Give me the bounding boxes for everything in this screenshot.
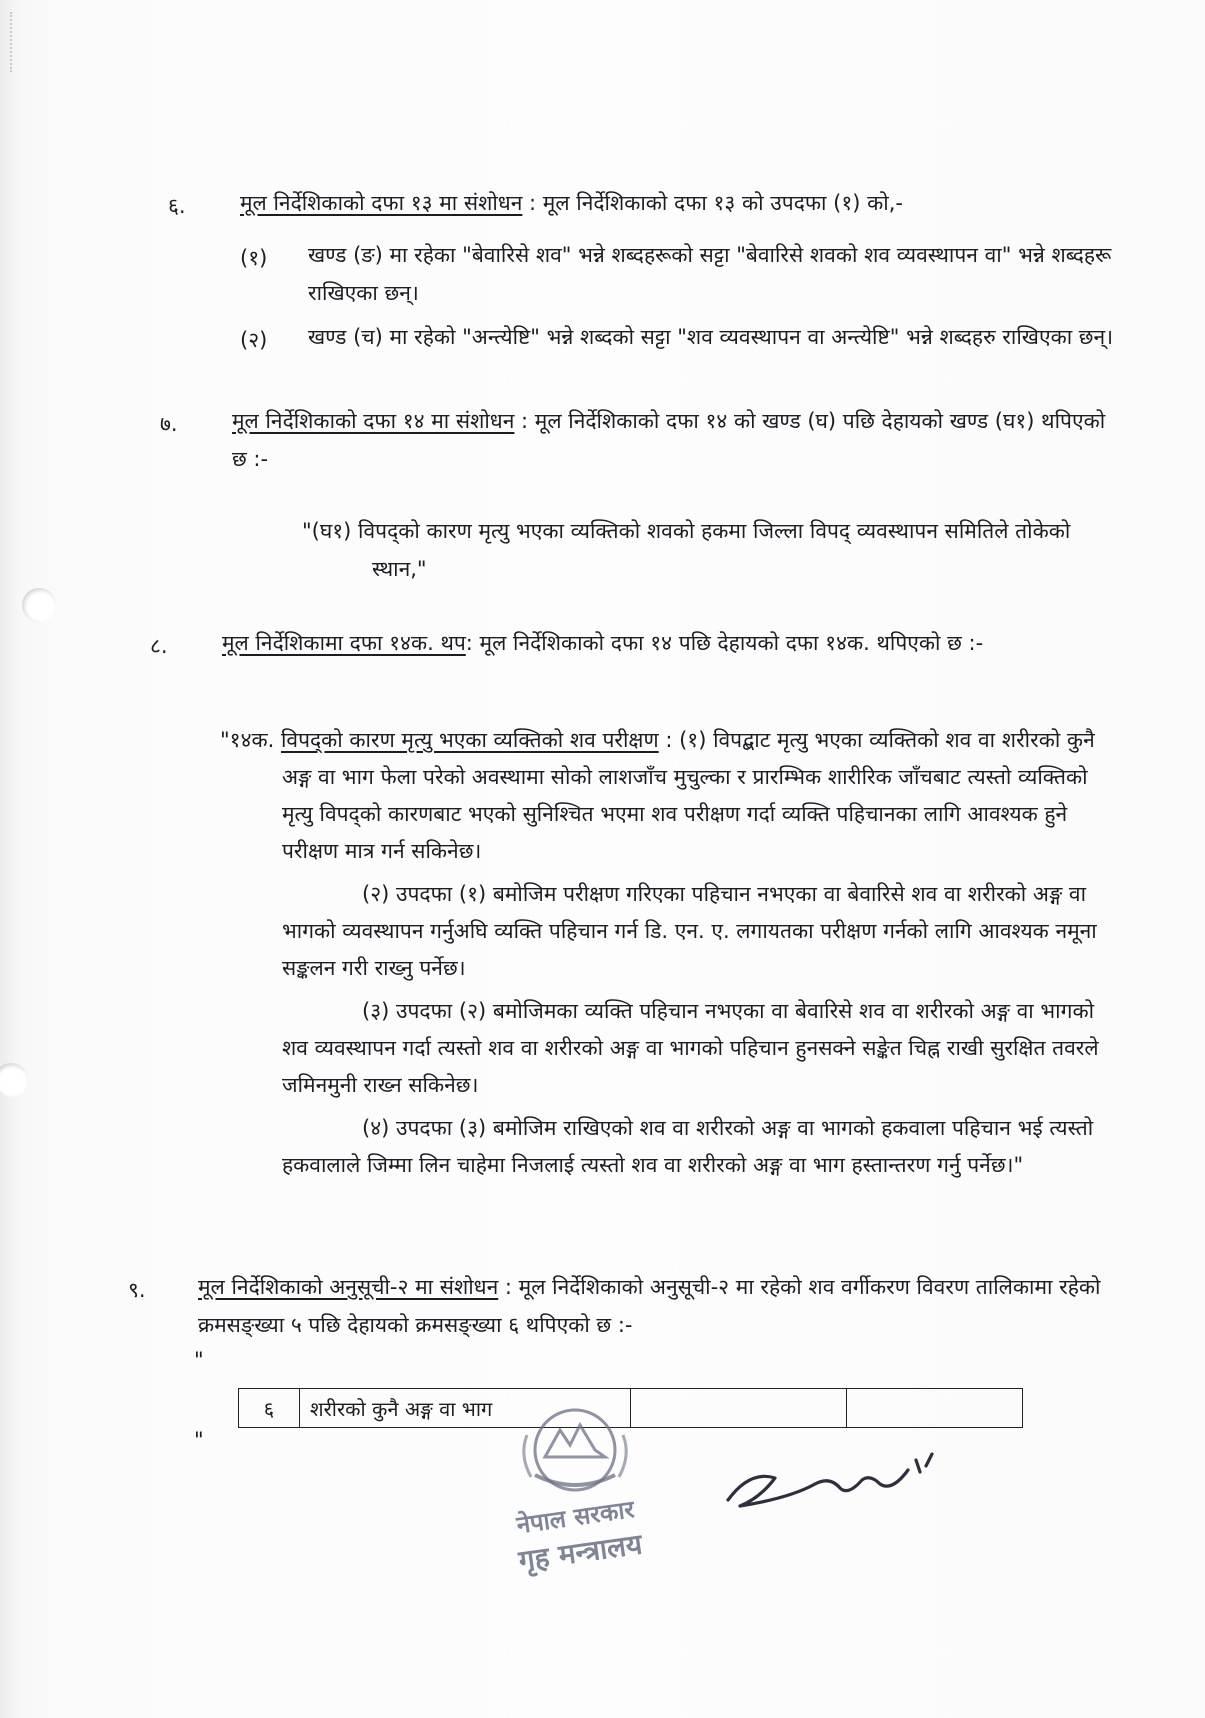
section-9 <box>198 1268 1120 1344</box>
section-14ka-para-3: (३) उपदफा (२) बमोजिमका व्यक्ति पहिचान नभएका वा बेवारिसे शव वा शरीरको अङ्ग वा भागको शव व्यवस्थापन गर्दा त्यस्तो शव वा शरीरको अङ्ग वा भागको पहिचान हुनसक्ने सङ्केत चिह्न राखी सुरक्षित तवरले जमिनमुनी राख्न सकिनेछ। <box>282 999 1099 1097</box>
section-6-clause-1-number: (१) <box>240 246 268 270</box>
section-8-quote <box>220 722 1120 1184</box>
section-6-number: ६. <box>168 194 186 218</box>
section-6-clause-2: खण्ड (च) मा रहेको "अन्त्येष्टि" भन्ने शब्दको सट्टा "शव व्यवस्थापन वा अन्त्येष्टि" भन्ने शब्दहरु राखिएका छन्। <box>308 325 1114 349</box>
section-8-number: ८. <box>150 634 168 658</box>
section-6-heading: मूल निर्देशिकाको दफा १३ मा संशोधन <box>240 191 523 215</box>
section-6-text: : मूल निर्देशिकाको दफा १३ को उपदफा (१) को,- <box>522 191 903 215</box>
section-14ka-heading: विपद्को कारण मृत्यु भएका व्यक्तिको शव परीक्षण <box>280 728 659 752</box>
government-emblem-stamp <box>505 1395 645 1505</box>
handwritten-signature <box>720 1440 950 1520</box>
section-9-heading: मूल निर्देशिकाको अनुसूची-२ मा संशोधन <box>198 1275 499 1299</box>
stamp-line-2: गृह मन्त्रालय <box>516 1527 645 1578</box>
section-7-quote <box>302 512 1120 588</box>
section-14ka-para-4: (४) उपदफा (३) बमोजिम राखिएको शव वा शरीरको अङ्ग वा भागको हकवाला पहिचान भई त्यस्तो हकवालाले जिम्मा लिन चाहेमा निजलाई त्यस्तो शव वा शरीरको अङ्ग वा भाग हस्तान्तरण गर्नु पर्नेछ।" <box>282 1116 1094 1177</box>
section-6-clause-1: खण्ड (ङ) मा रहेका "बेवारिसे शव" भन्ने शब्दहरूको सट्टा "बेवारिसे शवको शव व्यवस्थापन वा" भन्ने शब्दहरू राखिएका छन्। <box>308 243 1112 305</box>
table-close-quote: " <box>194 1428 204 1452</box>
row-cell-4 <box>847 1389 1023 1428</box>
section-7-heading: मूल निर्देशिकाको दफा १४ मा संशोधन <box>232 409 515 433</box>
section-6-clause-2-number: (२) <box>240 328 268 352</box>
stamp-line-1: नेपाल सरकार <box>514 1495 636 1540</box>
section-8-text: : मूल निर्देशिकाको दफा १४ पछि देहायको दफा १४क. थपिएको छ :- <box>465 631 984 655</box>
section-7-quote-text: "(घ१) विपद्को कारण मृत्यु भएका व्यक्तिको शवको हकमा जिल्ला विपद् व्यवस्थापन समितिले तोकेको स्थान," <box>302 519 1071 581</box>
section-14ka-para-2: (२) उपदफा (१) बमोजिम परीक्षण गरिएका पहिचान नभएका वा बेवारिसे शव वा शरीरको अङ्ग वा भागको व्यवस्थापन गर्नुअघि व्यक्ति पहिचान गर्न डि. एन. ए. लगायतका परीक्षण गर्नको लागि आवश्यक नमूना सङ्कलन गरी राख्नु पर्नेछ। <box>282 882 1097 980</box>
section-9-text: : मूल निर्देशिकाको अनुसूची-२ मा रहेको शव वर्गीकरण विवरण तालिकामा रहेको क्रमसङ्ख्या ५ पछि देहायको क्रमसङ्ख्या ६ थपिएको छ :- <box>198 1275 1101 1337</box>
quote-prefix: "१४क. <box>220 728 281 752</box>
section-14ka-para-1: : (१) विपद्बाट मृत्यु भएका व्यक्तिको शव वा शरीरको कुनै अङ्ग वा भाग फेला परेको अवस्थामा सोको लाशजाँच मुचुल्का र प्रारम्भिक शारीरिक जाँचबाट त्यस्तो व्यक्तिको मृत्यु विपद्को कारणबाट भएको सुनिश्चित भएमा शव परीक्षण गर्दा व्यक्ति पहिचानका लागि आवश्यक हुने परीक्षण मात्र गर्न सकिनेछ। <box>282 728 1095 863</box>
section-7 <box>232 402 1120 478</box>
staple-marks <box>10 12 32 72</box>
section-7-number: ७. <box>160 412 178 436</box>
section-7-text: : मूल निर्देशिकाको दफा १४ को खण्ड (घ) पछि देहायको खण्ड (घ१) थपिएको छ :- <box>232 409 1106 471</box>
row-label: शरीरको कुनै अङ्ग वा भाग <box>300 1389 631 1428</box>
row-serial: ६ <box>239 1389 300 1428</box>
section-8-heading: मूल निर्देशिकामा दफा १४क. थप <box>222 631 466 655</box>
section-8 <box>222 624 1120 662</box>
section-9-number: ९. <box>128 1278 146 1302</box>
punch-hole-bottom <box>0 1063 28 1097</box>
section-6 <box>240 184 1120 222</box>
row-cell-3 <box>631 1389 847 1428</box>
table-open-quote: " <box>194 1348 204 1372</box>
punch-hole-top <box>22 588 56 622</box>
